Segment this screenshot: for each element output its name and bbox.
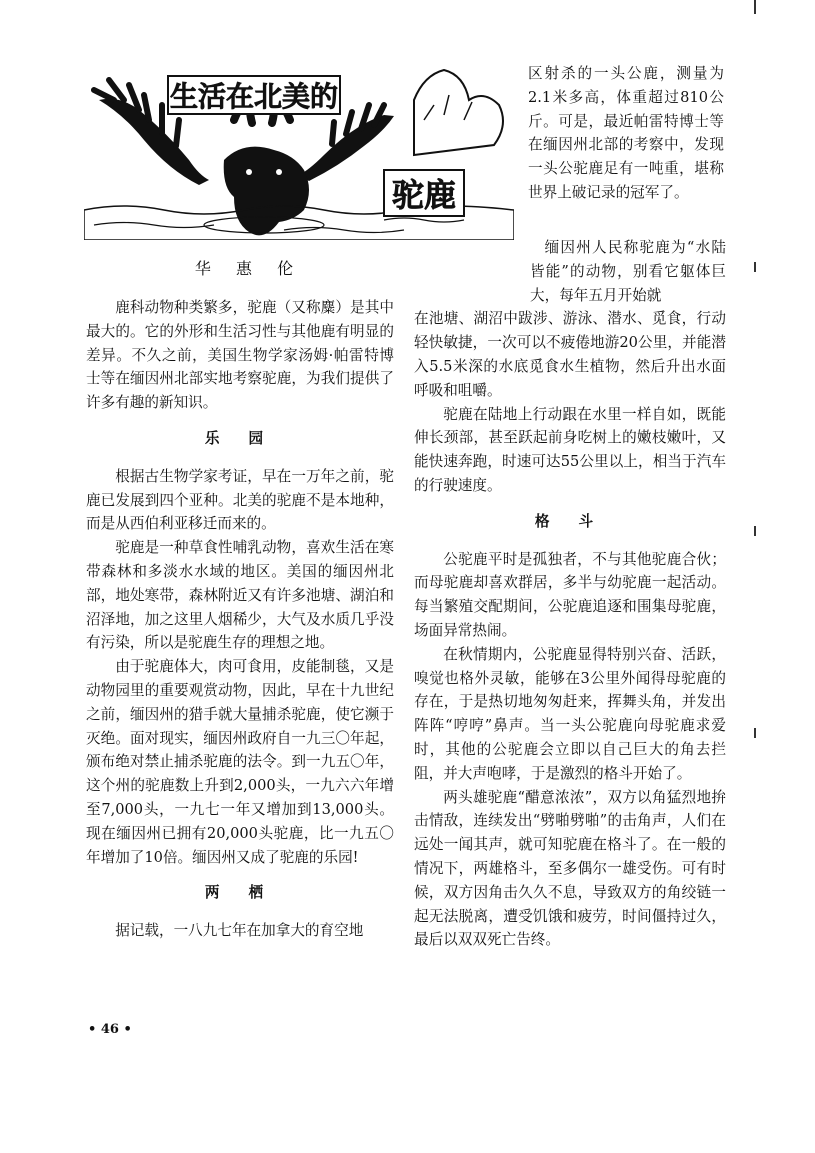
left-column	[86, 296, 394, 943]
paragraph: 根据古生物学家考证，早在一万年之前，驼鹿已发展到四个亚种。北美的驼鹿不是本地种，而是从西伯利亚移迁而来的。	[86, 467, 394, 533]
paragraph: 驼鹿是一种草食性哺乳动物，喜欢生活在寒带森林和多淡水水域的地区。美国的缅因州北部，地处寒带，森林附近又有许多池塘、湖泊和沼泽地，加之这里人烟稀少，大气及水质几乎没有污染，所以是驼鹿生存的理想之地。	[86, 539, 394, 652]
intro-paragraph: 鹿科动物种类繁多，驼鹿（又称麋）是其中最大的。它的外形和生活习性与其他鹿有明显的差异。不久之前，美国生物学家汤姆·帕雷特博士等在缅因州北部实地考察驼鹿，为我们提供了许多有趣的新知识。	[86, 299, 394, 412]
paragraph: 据记载，一八九七年在加拿大的育空地	[115, 922, 364, 940]
paragraph: 在池塘、湖沼中跋涉、游泳、潜水、觅食，行动轻快敏捷，一次可以不疲倦地游20公里，并能潜入5.5米深的水底觅食水生植物，然后升出水面呼吸和咀嚼。	[414, 310, 726, 399]
scan-mark	[754, 0, 756, 14]
section-heading-amphibious: 两 栖	[204, 884, 276, 902]
paragraph: 缅因州人民称驼鹿为“水陆皆能”的动物，别看它躯体巨大，每年五月开始就	[530, 239, 726, 304]
title-line-1: 生活在北美的	[169, 80, 339, 113]
scan-mark	[754, 262, 756, 272]
paragraph: 由于驼鹿体大，肉可食用，皮能制毯，又是动物园里的重要观赏动物，因此，早在十九世纪之前，缅因州的猎手就大量捕杀驼鹿，使它濒于灭绝。面对现实，缅因州政府自一九三〇年起，颁布绝对禁止捕杀驼鹿的法令。到一九五〇年，这个州的驼鹿数上升到2,000头，一九六六年增至7,000头，一九七一年又增加到13,000头。现在缅因州已拥有20,000头驼鹿，比一九五〇年增加了10倍。缅因州又成了驼鹿的乐园!	[86, 658, 394, 866]
section-heading-paradise: 乐 园	[204, 429, 276, 447]
title-line-2: 驼鹿	[391, 176, 457, 214]
page-number: • 46 •	[88, 1022, 132, 1037]
paragraph: 两头雄驼鹿“醋意浓浓”，双方以角猛烈地拚击情敌，连续发出“劈啪劈啪”的击角声，人们在远处一闻其声，就可知驼鹿在格斗了。在一般的情况下，两雄格斗，至多偶尔一雄受伤。可有时候，双方因角击久久不息，导致双方的角绞链一起无法脱离，遭受饥饿和疲劳，时间僵持过久，最后以双双死亡告终。	[414, 788, 726, 949]
author-name: 华 惠 伦	[194, 259, 304, 278]
paragraph: 公驼鹿平时是孤独者，不与其他驼鹿合伙；而母驼鹿却喜欢群居，多半与幼驼鹿一起活动。每当繁殖交配期间，公驼鹿追逐和围集母驼鹿，场面异常热闹。	[414, 550, 726, 639]
scan-mark	[754, 526, 756, 536]
paragraph: 区射杀的一头公鹿，测量为2.1米多高，体重超过810公斤。可是，最近帕雷特博士等在缅因州北部的考察中，发现一头公驼鹿足有一吨重，堪称世界上破记录的冠军了。	[528, 65, 724, 201]
right-top-column	[528, 62, 724, 205]
paragraph: 在秋情期内，公驼鹿显得特别兴奋、活跃，嗅觉也格外灵敏，能够在3公里外闻得母驼鹿的存在，于是热切地匆匆赶来，挥舞头角，并发出阵阵“哼哼”鼻声。当一头公驼鹿向母驼鹿求爱时，其他的公驼鹿会立即以自己巨大的角去拦阻，并大声咆哮，于是激烈的格斗开始了。	[414, 645, 726, 782]
scan-mark	[754, 728, 756, 738]
paragraph: 驼鹿在陆地上行动跟在水里一样自如，既能伸长颈部，甚至跃起前身吃树上的嫩枝嫩叶，又能快速奔跑，时速可达55公里以上，相当于汽车的行驶速度。	[414, 405, 726, 494]
section-heading-fighting: 格 斗	[534, 512, 606, 530]
moose-illustration	[84, 60, 514, 240]
right-column	[414, 236, 726, 952]
